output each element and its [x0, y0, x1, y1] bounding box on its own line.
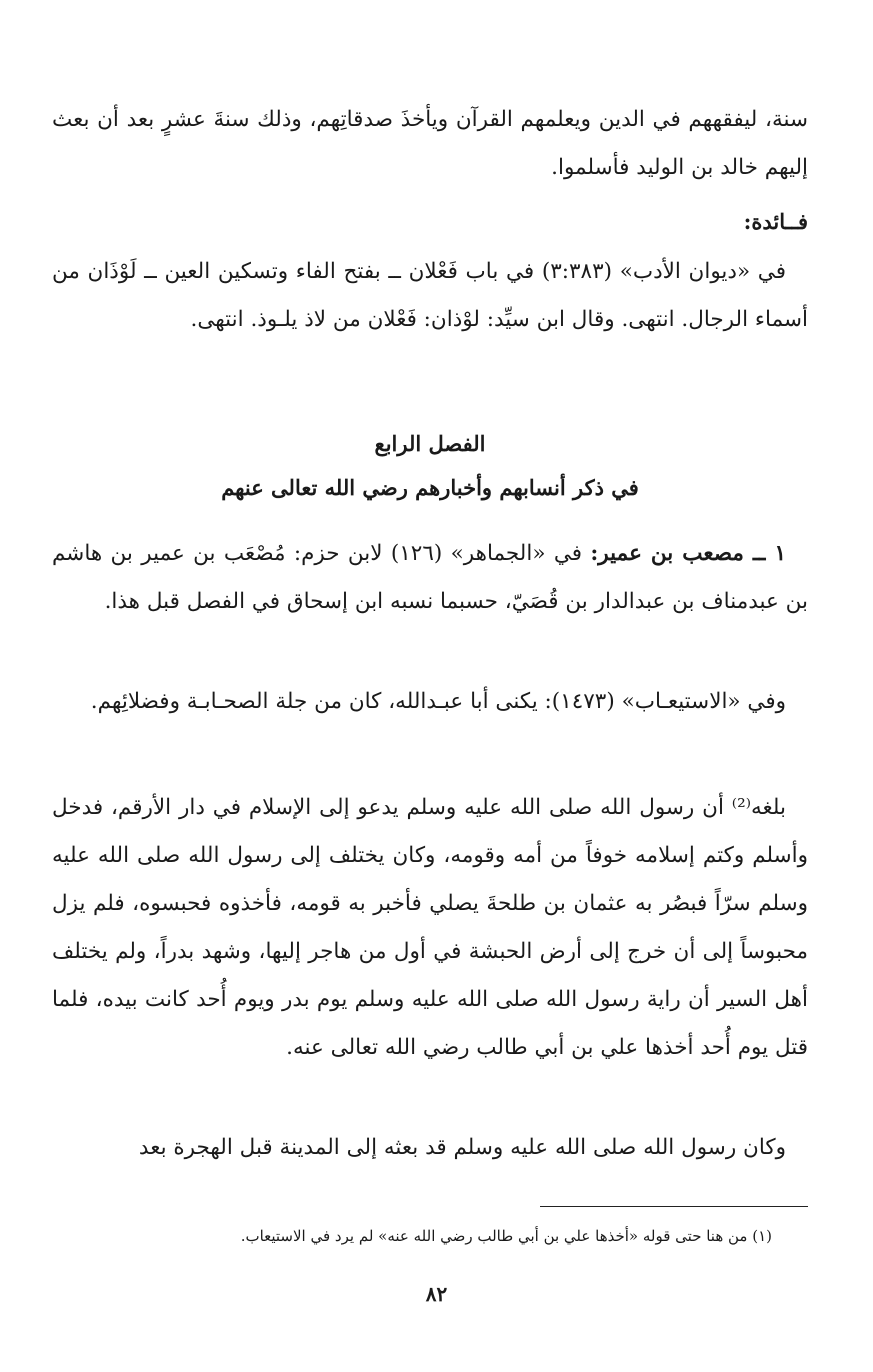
- page-number: ٨٢: [425, 1282, 448, 1306]
- paragraph-istiab: وفي «الاستيعـاب» (١٤٧٣): يكنى أبا عبـدالله، كان من جلة الصحـابـة وفضلائِهم.: [90, 689, 786, 714]
- entry-lead: ١ ــ مصعب بن عمير:: [590, 541, 786, 566]
- paragraph-closing: وكان رسول الله صلى الله عليه وسلم قد بعثه إلى المدينة قبل الهجرة بعد: [138, 1135, 786, 1160]
- footnote: (١) من هنا حتى قوله «أخذها علي بن أبي طالب رضي الله عنه» لم يرد في الاستيعاب.: [240, 1227, 772, 1245]
- footnote-divider: [540, 1206, 808, 1207]
- paragraph-biography: بلغه⁽²⁾ أن رسول الله صلى الله عليه وسلم يدعو إلى الإسلام في دار الأرقم، فدخل وأسلم وكتم إسلامه خوفاً من أمه وقومه، وكان يختلف إلى رسول الله صلى الله عليه وسلم سرّاً فبصُر به عثمان بن طلحةَ يصلي فأخبر به قومه، فأخذوه فحبسوه، فلم يزل محبوساً إلى أن خرج إلى أرض الحبشة في أول من هاجر إليها، وشهد بدراً، ولم يختلف أهل السير أن راية رسول الله صلى الله عليه وسلم يوم بدر ويوم أُحد كانت بيده، فلما قتل يوم أُحد أخذها علي بن أبي طالب رضي الله تعالى عنه.: [52, 795, 808, 1060]
- entry-body: في «الجماهر» (١٢٦) لابن حزم: مُصْعَب بن عمير بن هاشم بن عبدمناف بن عبدالدار بن قُصَيّ، حسبما نسبه ابن إسحاق في الفصل قبل هذا.: [52, 541, 808, 614]
- paragraph-faida: في «ديوان الأدب» (٣:٣٨٣) في باب فَعْلان ــ بفتح الفاء وتسكين العين ــ لَوْذَان من أسماء الرجال. انتهى. وقال ابن سيِّد: لوْذان: فَعْلان من لاذ يلـوذ. انتهى.: [52, 259, 808, 332]
- faida-heading: فــائدة:: [743, 209, 808, 234]
- paragraph-intro: سنة، ليفقههم في الدين ويعلمهم القرآن ويأخذَ صدقاتِهم، وذلك سنةَ عشرٍ بعد أن بعث إليهم خالد بن الوليد فأسلموا.: [52, 107, 808, 180]
- chapter-subtitle: في ذكر أنسابهم وأخبارهم رضي الله تعالى عنهم: [221, 475, 639, 500]
- paragraph-musab: [52, 530, 808, 626]
- chapter-title: الفصل الرابع: [374, 431, 486, 456]
